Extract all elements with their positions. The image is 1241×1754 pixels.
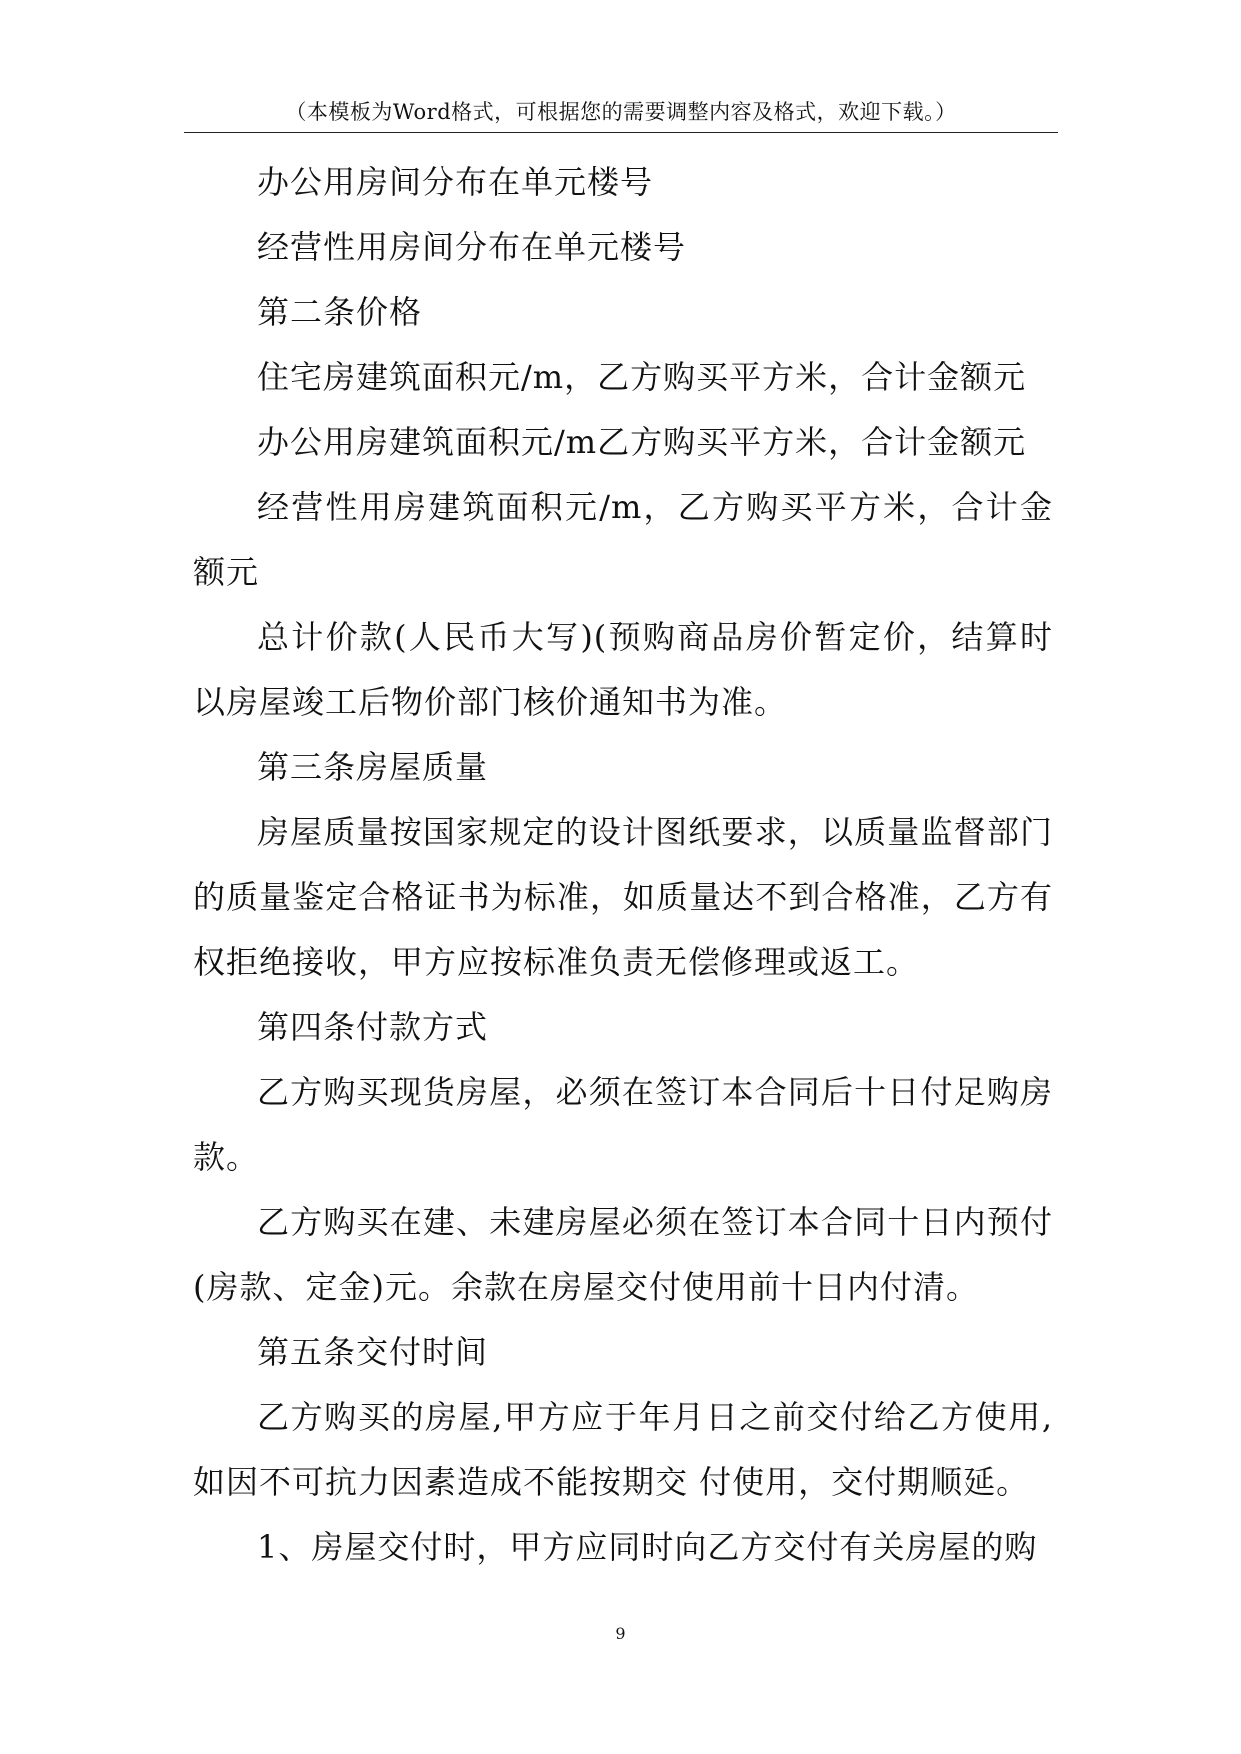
header-note: （本模板为Word格式，可根据您的需要调整内容及格式，欢迎下载。） bbox=[285, 100, 957, 124]
page-number: 9 bbox=[615, 1624, 626, 1643]
paragraph: 办公用房间分布在单元楼号 bbox=[257, 163, 654, 201]
paragraph: 乙方购买现货房屋，必须在签订本合同后十日付足购房款。 bbox=[193, 1073, 1053, 1176]
section-heading: 第三条房屋质量 bbox=[257, 748, 489, 786]
section-heading: 第四条付款方式 bbox=[257, 1008, 489, 1046]
document-body bbox=[193, 150, 1053, 1580]
paragraph: 经营性用房间分布在单元楼号 bbox=[257, 228, 687, 266]
section-heading: 第二条价格 bbox=[257, 293, 423, 331]
paragraph: 总计价款(人民币大写)(预购商品房价暂定价，结算时以房屋竣工后物价部门核价通知书为准。 bbox=[193, 618, 1053, 721]
page-header bbox=[184, 96, 1058, 133]
paragraph: 乙方购买的房屋,甲方应于年月日之前交付给乙方使用,如因不可抗力因素造成不能按期交 付使用，交付期顺延。 bbox=[193, 1398, 1053, 1501]
paragraph: 住宅房建筑面积元/m，乙方购买平方米，合计金额元 bbox=[257, 358, 1027, 396]
section-heading: 第五条交付时间 bbox=[257, 1333, 489, 1371]
paragraph: 1、房屋交付时，甲方应同时向乙方交付有关房屋的购 bbox=[257, 1528, 1038, 1566]
paragraph: 乙方购买在建、未建房屋必须在签订本合同十日内预付(房款、定金)元。余款在房屋交付使用前十日内付清。 bbox=[193, 1203, 1053, 1306]
paragraph: 房屋质量按国家规定的设计图纸要求，以质量监督部门的质量鉴定合格证书为标准，如质量达不到合格准，乙方有权拒绝接收，甲方应按标准负责无偿修理或返工。 bbox=[193, 813, 1053, 981]
paragraph: 办公用房建筑面积元/m乙方购买平方米，合计金额元 bbox=[257, 423, 1027, 461]
paragraph: 经营性用房建筑面积元/m，乙方购买平方米，合计金额元 bbox=[193, 488, 1053, 591]
